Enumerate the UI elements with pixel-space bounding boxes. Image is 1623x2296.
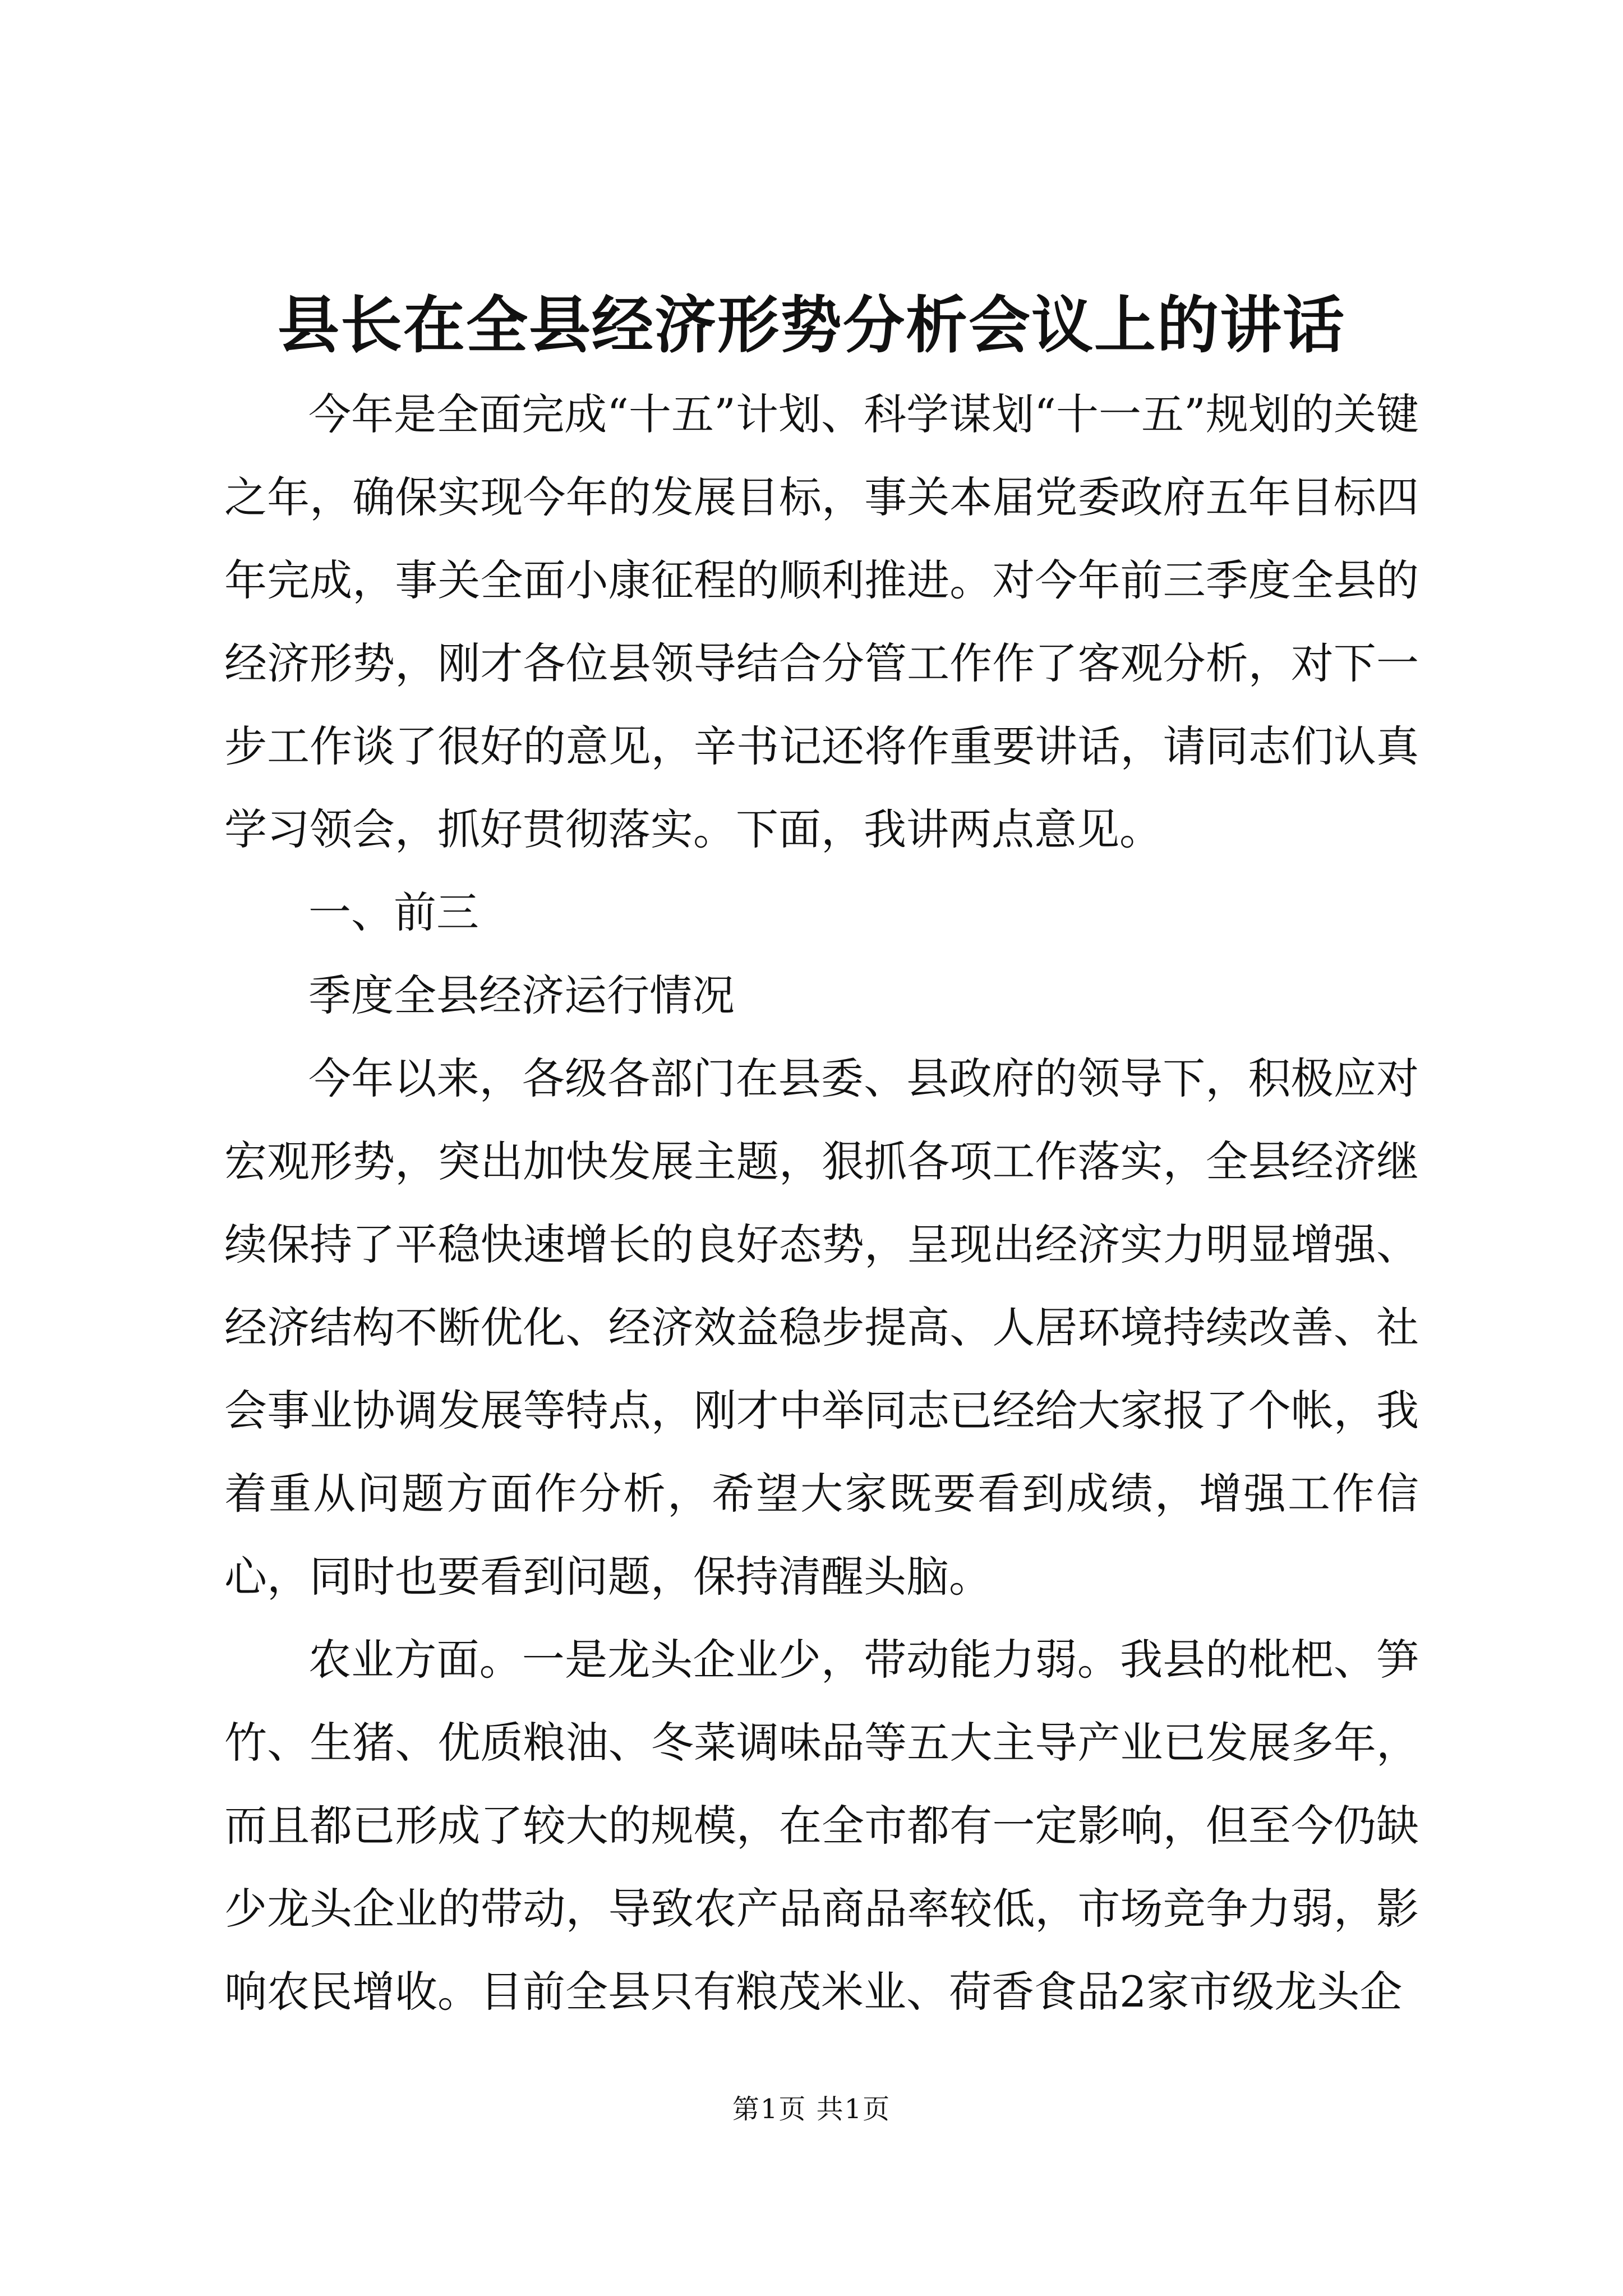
document-title: 县长在全县经济形势分析会议上的讲话	[278, 289, 1345, 361]
paragraph-economy-overview: 今年以来，各级各部门在县委、县政府的领导下，积极应对宏观形势，突出加快发展主题，狠抓各项工作落实，全县经济继续保持了平稳快速增长的良好态势，呈现出经济实力明显增强、经济结构不断优化、经济效益稳步提高、人居环境持续改善、社会事业协调发展等特点，刚才中举同志已经给大家报了个帐，我着重从问题方面作分析，希望大家既要看到成绩，增强工作信心，同时也要看到问题，保持清醒头脑。	[224, 1053, 1419, 1602]
section-heading-part2: 季度全县经济运行情况	[308, 970, 735, 1020]
section-heading-part1: 一、前三	[308, 887, 479, 937]
page-footer: 第1页 共1页	[732, 2093, 891, 2125]
paragraph-intro: 今年是全面完成“十五”计划、科学谋划“十一五”规划的关键之年，确保实现今年的发展目标，事关本届党委政府五年目标四年完成，事关全面小康征程的顺利推进。对今年前三季度全县的经济形势，刚才各位县领导结合分管工作作了客观分析，对下一步工作谈了很好的意见，辛书记还将作重要讲话，请同志们认真学习领会，抓好贯彻落实。下面，我讲两点意见。	[224, 389, 1419, 854]
paragraph-agriculture: 农业方面。一是龙头企业少，带动能力弱。我县的枇杷、笋竹、生猪、优质粮油、冬菜调味品等五大主导产业已发展多年，而且都已形成了较大的规模，在全市都有一定影响，但至今仍缺少龙头企业的带动，导致农产品商品率较低，市场竞争力弱，影响农民增收。目前全县只有粮茂米业、荷香食品2家市级龙头企	[224, 1635, 1419, 2017]
document-body	[224, 373, 1419, 2033]
